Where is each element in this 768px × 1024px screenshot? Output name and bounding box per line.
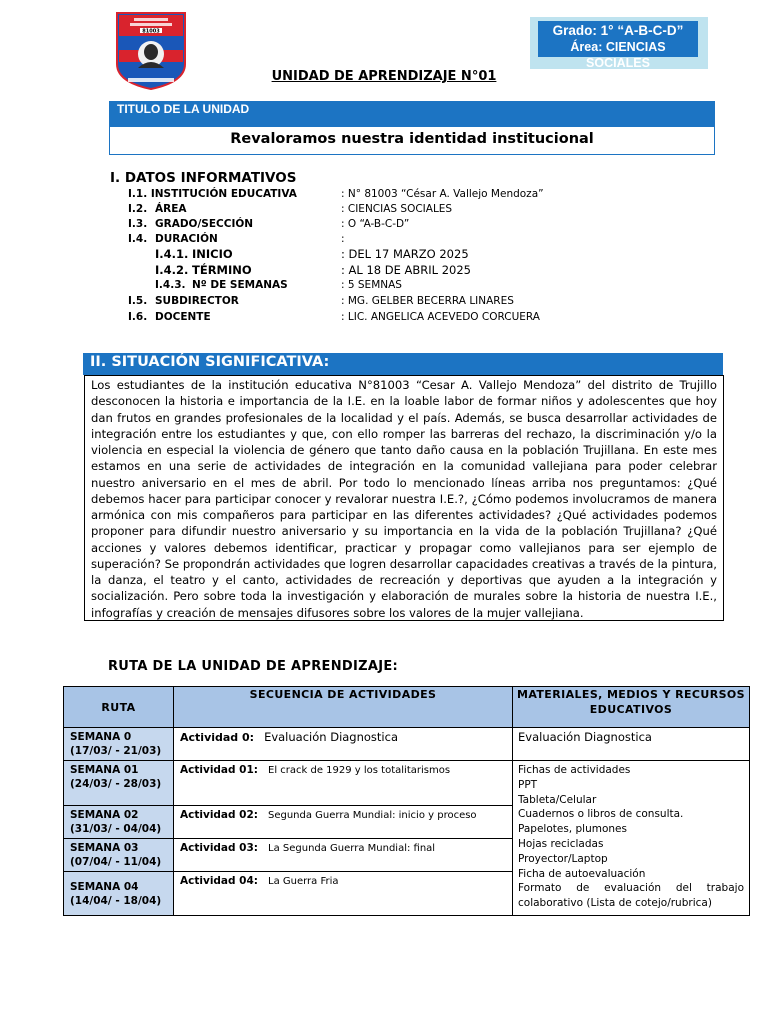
datos-row-label: DURACIÓN: [155, 233, 218, 245]
material-item: Tableta/Celular: [518, 793, 597, 806]
datos-row: [128, 187, 297, 201]
material-item: colaborativo (Lista de cotejo/rubrica): [518, 897, 712, 910]
material-item: Formato de evaluación del trabajo: [518, 882, 744, 895]
material-item: Cuadernos o libros de consulta.: [518, 808, 684, 821]
header-materiales: MATERIALES, MEDIOS Y RECURSOS EDUCATIVOS: [513, 687, 750, 728]
semana-cell: [64, 806, 174, 839]
datos-informativos-heading: I. DATOS INFORMATIVOS: [110, 170, 297, 186]
activity-cell: [174, 806, 513, 839]
semana-label: SEMANA 0: [70, 731, 132, 743]
datos-row: [128, 217, 147, 231]
datos-row-label: SUBDIRECTOR: [155, 295, 239, 307]
datos-row: [155, 247, 188, 261]
datos-row-label: I.1. INSTITUCIÓN EDUCATIVA: [128, 188, 297, 200]
material-item: Hojas recicladas: [518, 837, 604, 850]
datos-row-label: DOCENTE: [155, 311, 211, 323]
semana-cell: [64, 761, 174, 806]
datos-row-label: GRADO/SECCIÓN: [155, 218, 254, 230]
activity-label: Actividad 0:: [180, 731, 255, 744]
datos-row: [128, 202, 147, 216]
datos-row-number: I.4.: [128, 233, 148, 245]
activity-label: Actividad 01:: [180, 764, 258, 776]
situacion-significativa-text: Los estudiantes de la institución educativa N°81003 “Cesar A. Vallejo Mendoza” del distrito de Trujillo desconocen la historia e importancia de la I.E. en la loable labor de formar niños y adolescentes que hoy dan frutos en grandes profesionales de la localidad y el país. Además, se busca desarrollar actividades de integración entre los estudiantes y que, con ello romper las barreras del rechazo, la discriminación y/o la violencia en especial la violencia de género que tanto daño causa en la población Trujillana. En este mes estamos en una serie de actividades de integración en la comunidad vallejiana para poder celebrar nuestro aniversario en el mes de abril. Por todo lo mencionado líneas arriba nos preguntamos: ¿Qué debemos hacer para participar conocer y revalorar nuestra I.E.?, ¿Cómo podemos involucramos de manera armónica con mis compañeros para participar en las diferentes actividades? ¿Qué actividades podemos proponer para difundir nuestro aniversario y su importancia en la vida de la población Trujillana? ¿Qué acciones y valores debemos identificar, practicar y propagar como vallejianos para ser ejemplo de superación? Se propondrán actividades que logren desarrollar capacidades creativas a través de la pintura, la danza, el teatro y el canto, actividades de recreación y deportivas que ayuden a la integración y socialización. Pero sobre toda la investigación y elaboración de murales sobre la historia de nuestra I.E., infografías y creación de mensajes difusores sobre los valores de la mujer vallejiana.: [84, 375, 724, 621]
datos-row-number: I.2.: [128, 203, 148, 215]
datos-row: [155, 263, 188, 277]
datos-row-value: : 5 SEMNAS: [341, 279, 402, 291]
logo-number: 81003: [142, 28, 160, 35]
semana-label: SEMANA 04: [70, 880, 139, 893]
datos-row-value: : LIC. ANGELICA ACEVEDO CORCUERA: [341, 311, 540, 323]
situacion-significativa-heading: II. SITUACIÓN SIGNIFICATIVA:: [83, 353, 723, 375]
datos-row-label: Nº DE SEMANAS: [192, 279, 288, 291]
ruta-table: [63, 686, 750, 916]
datos-row: [128, 294, 147, 308]
datos-row-number: I.3.: [128, 218, 148, 230]
material-item: Proyector/Laptop: [518, 852, 608, 865]
activity-cell: [174, 761, 513, 806]
datos-row-value: : O “A-B-C-D”: [341, 218, 410, 230]
activity-title: Segunda Guerra Mundial: inicio y proceso: [268, 810, 477, 821]
activity-title: La Segunda Guerra Mundial: final: [268, 843, 436, 854]
activity-cell: [174, 728, 513, 761]
datos-row-number: I.6.: [128, 311, 148, 323]
activity-label: Actividad 02:: [180, 809, 258, 821]
datos-row-number: I.5.: [128, 295, 148, 307]
datos-row: [155, 278, 186, 292]
datos-row-label: TÉRMINO: [192, 263, 252, 277]
activity-title: El crack de 1929 y los totalitarismos: [268, 765, 451, 776]
activity-label: Actividad 04:: [180, 875, 258, 887]
datos-row-value: : CIENCIAS SOCIALES: [341, 203, 453, 215]
semana-dates: (24/03/ - 28/03): [70, 778, 162, 790]
datos-row-number: I.4.2.: [155, 263, 189, 277]
semana-dates: (31/03/ - 04/04): [70, 823, 162, 835]
material-item: Fichas de actividades: [518, 764, 631, 776]
datos-row-value: :: [341, 233, 345, 245]
material-item: Ficha de autoevaluación: [518, 867, 646, 880]
semana-label: SEMANA 02: [70, 809, 139, 821]
semana-label: SEMANA 01: [70, 764, 139, 776]
semana-cell: [64, 839, 174, 872]
datos-row-label: INICIO: [192, 247, 233, 261]
activity-title: La Guerra Fria: [268, 876, 339, 887]
semana-dates: (14/04/ - 18/04): [70, 894, 162, 907]
material-item: PPT: [518, 778, 538, 791]
semana-cell: [64, 728, 174, 761]
materials-diagnostic-cell: Evaluación Diagnostica: [513, 728, 750, 761]
materials-cell: [513, 761, 750, 916]
ruta-heading: RUTA DE LA UNIDAD DE APRENDIZAJE:: [108, 659, 399, 674]
semana-cell: [64, 872, 174, 916]
datos-row-label: ÁREA: [155, 203, 187, 215]
header-ruta: RUTA: [64, 687, 174, 728]
datos-row-value: : MG. GELBER BECERRA LINARES: [341, 295, 514, 307]
datos-row-value: : N° 81003 “César A. Vallejo Mendoza”: [341, 188, 544, 200]
activity-title: Evaluación Diagnostica: [264, 730, 398, 744]
semana-dates: (07/04/ - 11/04): [70, 856, 162, 868]
document-title: UNIDAD DE APRENDIZAJE N°01: [271, 69, 497, 84]
datos-row-value: : AL 18 DE ABRIL 2025: [341, 263, 471, 277]
ruta-table-header: [64, 687, 750, 728]
datos-row-number: I.4.1.: [155, 247, 189, 261]
activity-cell: [174, 839, 513, 872]
semana-dates: (17/03/ - 21/03): [70, 745, 162, 757]
datos-row-value: : DEL 17 MARZO 2025: [341, 247, 469, 261]
unit-title: Revaloramos nuestra identidad institucional: [109, 127, 715, 155]
material-item: Papelotes, plumones: [518, 823, 627, 836]
unit-title-label: TITULO DE LA UNIDAD: [109, 101, 715, 127]
grade-line: Grado: 1° “A-B-C-D”: [552, 23, 684, 38]
datos-row: [128, 232, 147, 246]
area-line: Área: CIENCIAS SOCIALES: [570, 40, 666, 70]
table-row: [64, 761, 750, 806]
grade-area-box: [530, 17, 708, 69]
header-secuencia: SECUENCIA DE ACTIVIDADES: [174, 687, 513, 728]
activity-cell: [174, 872, 513, 916]
datos-row: [128, 310, 147, 324]
table-row: [64, 728, 750, 761]
datos-row-number: I.4.3.: [155, 279, 186, 291]
activity-label: Actividad 03:: [180, 842, 258, 854]
semana-label: SEMANA 03: [70, 842, 139, 854]
grade-area-label: [538, 21, 698, 70]
